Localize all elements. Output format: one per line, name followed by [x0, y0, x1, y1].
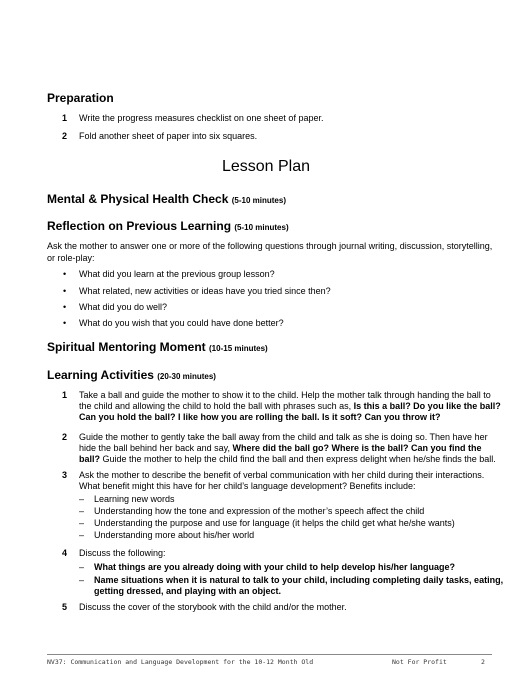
reflection-heading [47, 219, 289, 233]
question-text: What did you learn at the previous group lesson? [79, 269, 275, 279]
item-number: 2 [62, 131, 68, 141]
dash-icon: – [79, 494, 85, 504]
duration: (5-10 minutes) [231, 196, 286, 205]
footer-course-title: NV37: Communication and Language Development for the 10-12 Month Old [47, 658, 314, 666]
heading-text: Learning Activities [47, 368, 154, 382]
bullet-icon: • [63, 318, 67, 328]
bullet-icon: • [63, 286, 67, 296]
discussion-point: What things are you already doing with your child to help develop his/her language? [94, 562, 456, 572]
footer-notice: Not For Profit [392, 658, 447, 666]
duration: (10-15 minutes) [209, 344, 268, 353]
heading-text: Spiritual Mentoring Moment [47, 340, 206, 354]
item-text: Fold another sheet of paper into six squares. [79, 131, 258, 141]
benefit-text: Understanding the purpose and use for language (it helps the child get what he/she wants) [94, 518, 455, 528]
activity-text [79, 390, 504, 423]
activity-text [79, 432, 504, 465]
item-number: 3 [62, 470, 68, 480]
activity-body: Guide the mother to gently take the ball away from the child and talk as she is doing so. Then have her hide the ball behind her back and say, [79, 432, 488, 453]
question-text: What related, new activities or ideas have you tried since then? [79, 286, 331, 296]
dash-icon: – [79, 518, 85, 528]
heading-text: Reflection on Previous Learning [47, 219, 232, 233]
reflection-intro: Ask the mother to answer one or more of the following questions through journal writing, discussion, storytelling, or role-play: [47, 241, 493, 263]
footer-divider [47, 654, 492, 655]
learning-heading [47, 368, 216, 382]
activity-dialogue: Where did the ball go? Where is the ball? Can you find the ball? [79, 443, 482, 464]
activity-text: Discuss the following: [79, 548, 166, 558]
benefit-text: Learning new words [94, 494, 175, 504]
footer-page-number: 2 [481, 658, 485, 666]
lesson-plan-title: Lesson Plan [221, 158, 311, 175]
spiritual-heading [47, 340, 268, 354]
item-number: 1 [62, 113, 68, 123]
dash-icon: – [79, 575, 85, 585]
dash-icon: – [79, 530, 85, 540]
item-number: 5 [62, 602, 68, 612]
benefit-text: Understanding more about his/her world [94, 530, 255, 540]
duration: (5-10 minutes) [234, 223, 289, 232]
bullet-icon: • [63, 302, 67, 312]
activity-body: Guide the mother to help the child find the ball and then express delight when he/she finds the ball. [100, 454, 496, 464]
duration: (20-30 minutes) [157, 372, 216, 381]
activity-dialogue: Is this a ball? Do you like the ball? Can you hold the ball? I like how you are rolling the ball. Is it soft? Can you throw it? [79, 401, 501, 422]
question-text: What do you wish that you could have done better? [79, 318, 284, 328]
benefit-text: Understanding how the tone and expression of the mother’s speech affect the child [94, 506, 425, 516]
activity-text: Discuss the cover of the storybook with the child and/or the mother. [79, 602, 347, 612]
activity-body: Take a ball and guide the mother to show it to the child. Help the mother talk through handing the ball to the child and allowing the child to hold the ball with phrases such as, [79, 390, 491, 411]
dash-icon: – [79, 506, 85, 516]
dash-icon: – [79, 562, 85, 572]
item-number: 2 [62, 432, 68, 442]
question-text: What did you do well? [79, 302, 168, 312]
heading-text: Mental & Physical Health Check [47, 192, 229, 206]
health-check-heading [47, 192, 286, 206]
item-text: Write the progress measures checklist on one sheet of paper. [79, 113, 324, 123]
item-number: 4 [62, 548, 68, 558]
bullet-icon: • [63, 269, 67, 279]
item-number: 1 [62, 390, 68, 400]
activity-text: Ask the mother to describe the benefit of verbal communication with her child during their interactions. What benefit might this have for her child’s language development? Benefits include: [79, 470, 485, 491]
preparation-heading: Preparation [47, 91, 114, 105]
discussion-point: Name situations when it is natural to talk to your child, including completing daily tasks, eating, getting dressed, and playing with an object. [94, 575, 504, 596]
